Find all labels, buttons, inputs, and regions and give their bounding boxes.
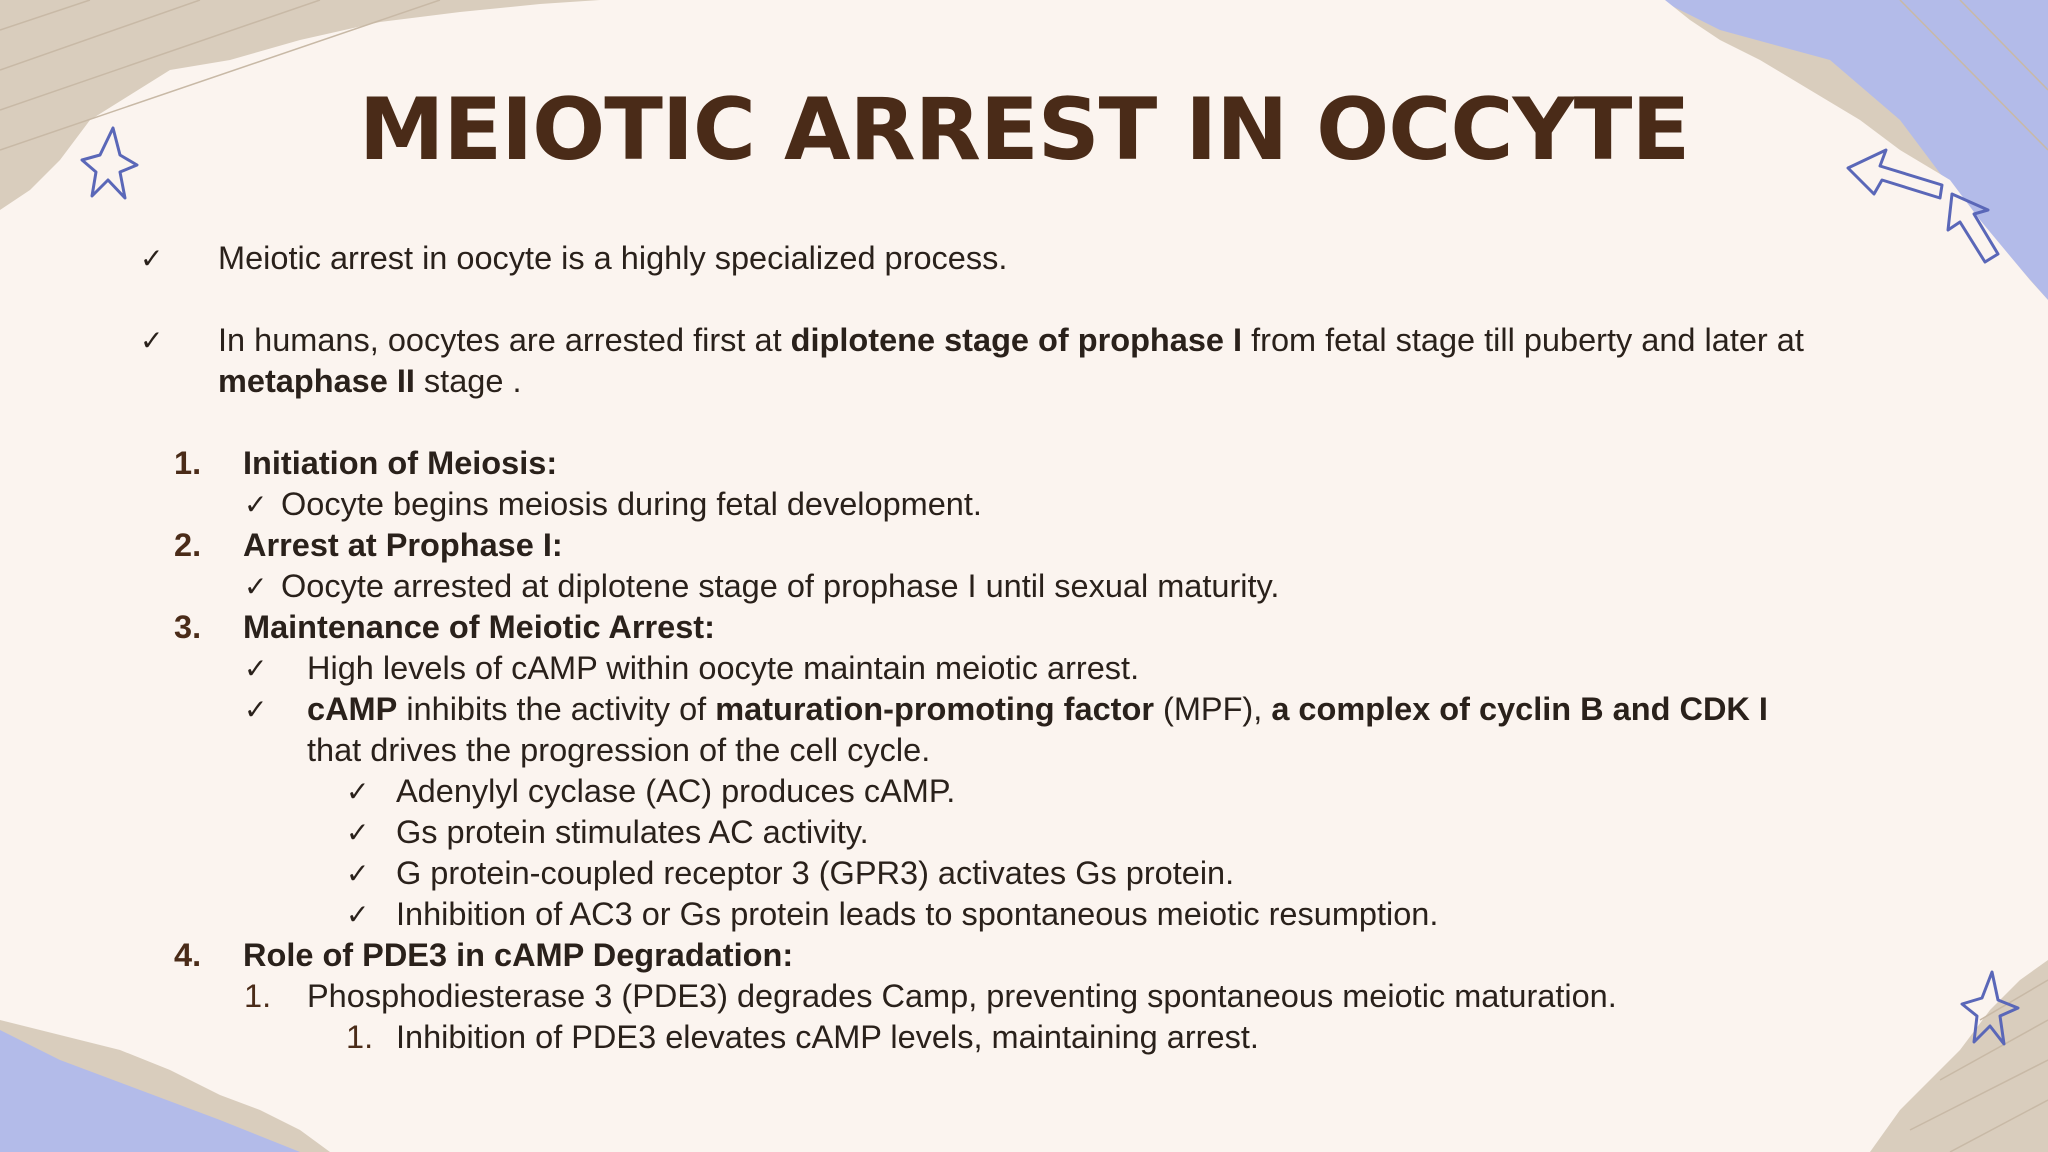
check-icon: ✓ [140,324,164,357]
slide-title: MEIOTIC ARREST IN OCCYTE [358,80,1690,180]
list-subitem-continued: that drives the progression of the cell cycle. [307,732,931,768]
list-number: 1. [174,445,202,481]
list-subsubitem: Inhibition of PDE3 elevates cAMP levels, maintaining arrest. [396,1019,1259,1055]
check-icon: ✓ [346,857,370,890]
check-icon: ✓ [140,242,164,275]
list-subsubitem: Inhibition of AC3 or Gs protein leads to spontaneous meiotic resumption. [396,896,1439,932]
bullet-text: In humans, oocytes are arrested first at diplotene stage of prophase I from fetal stage till puberty and later at [218,322,1804,358]
bullet-text: Meiotic arrest in oocyte is a highly specialized process. [218,240,1008,276]
list-heading: Initiation of Meiosis: [243,445,558,481]
list-subitem: Oocyte begins meiosis during fetal development. [281,486,982,522]
check-icon: ✓ [244,570,268,603]
check-icon: ✓ [346,898,370,931]
check-icon: ✓ [244,488,268,521]
bullet-text-continued: metaphase II stage . [218,363,522,399]
check-icon: ✓ [244,652,268,685]
list-subitem: High levels of cAMP within oocyte maintain meiotic arrest. [307,650,1140,686]
list-number: 2. [174,527,202,563]
list-number: 4. [174,937,202,973]
list-number: 3. [174,609,202,645]
list-subitem: cAMP inhibits the activity of maturation-promoting factor (MPF), a complex of cyclin B and CDK I [307,691,1768,727]
list-subsubitem: G protein-coupled receptor 3 (GPR3) activates Gs protein. [396,855,1235,891]
list-subitem: Oocyte arrested at diplotene stage of prophase I until sexual maturity. [281,568,1280,604]
list-heading: Maintenance of Meiotic Arrest: [243,609,715,645]
check-icon: ✓ [244,693,268,726]
list-heading: Arrest at Prophase I: [243,527,563,563]
check-icon: ✓ [346,775,370,808]
check-icon: ✓ [346,816,370,849]
list-subsubitem: Gs protein stimulates AC activity. [396,814,869,850]
list-number: 1. [346,1019,374,1055]
list-heading: Role of PDE3 in cAMP Degradation: [243,937,794,973]
list-subsubitem: Adenylyl cyclase (AC) produces cAMP. [396,773,956,809]
list-number: 1. [244,978,272,1014]
list-subitem: Phosphodiesterase 3 (PDE3) degrades Camp, preventing spontaneous meiotic maturation. [307,978,1617,1014]
